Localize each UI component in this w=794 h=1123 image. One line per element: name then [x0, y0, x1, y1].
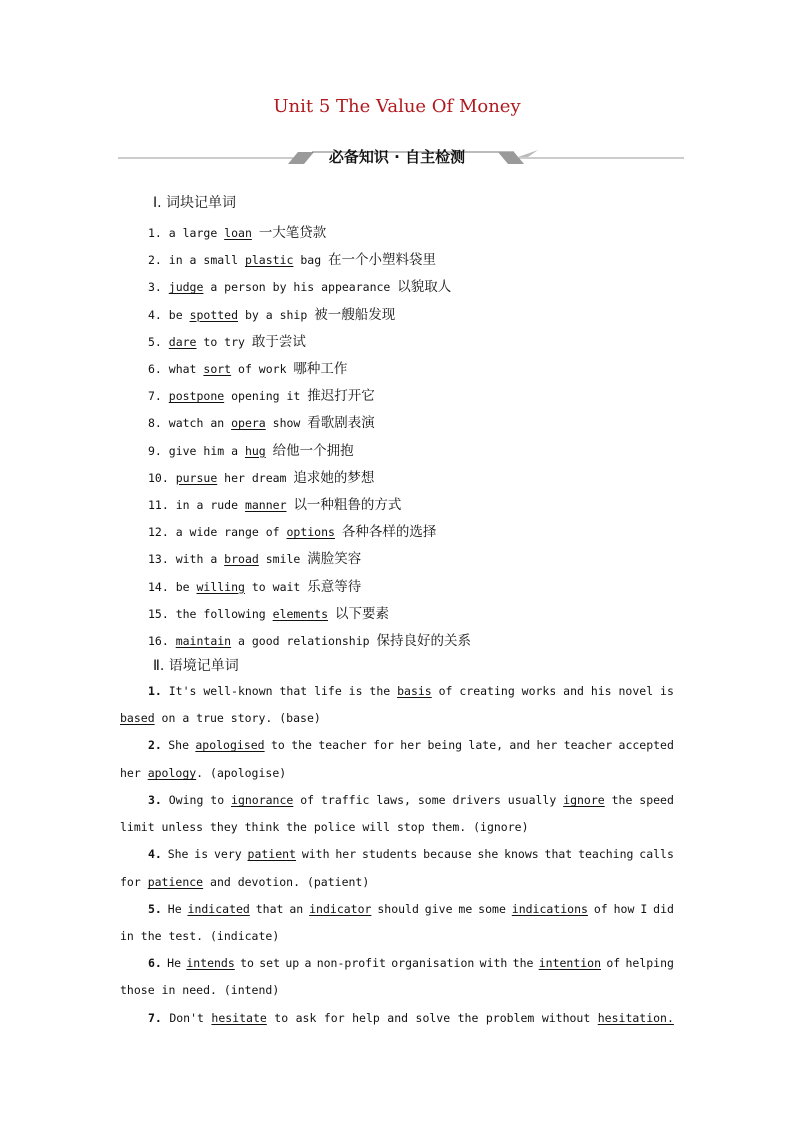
word: his	[590, 684, 612, 698]
word: her	[536, 738, 558, 752]
item-number: 1.	[148, 226, 169, 240]
item-translation: 各种各样的选择	[341, 524, 437, 541]
item-text: with a	[175, 552, 225, 567]
list-item	[148, 466, 374, 486]
word: novel	[618, 684, 654, 698]
item-text: of work	[231, 362, 294, 376]
word: that	[255, 902, 284, 916]
item-text: in a small	[168, 253, 245, 268]
section-heading: Ⅰ. 词块记单词	[153, 195, 237, 211]
answer-word: based	[120, 711, 155, 725]
word: organisation	[391, 956, 475, 970]
word: and devotion. (patient)	[203, 875, 370, 889]
item-text: give him a	[168, 443, 245, 458]
word: with	[479, 956, 508, 970]
word: help	[352, 1011, 380, 1025]
list-item	[148, 303, 395, 323]
list-item	[148, 275, 451, 295]
item-number: 11.	[148, 498, 176, 512]
word: for	[373, 738, 394, 752]
sentence-line: those in need. (intend)	[120, 983, 280, 997]
answer-word: apologised	[195, 738, 265, 752]
sentence-line	[148, 684, 674, 698]
word: teacher	[318, 738, 367, 752]
answer-word: judge	[168, 280, 204, 295]
answer-word: intention	[538, 956, 602, 970]
answer-word: willing	[196, 579, 245, 594]
word: the	[512, 956, 534, 970]
sentence-line	[148, 793, 674, 807]
word: and	[563, 684, 584, 698]
item-text	[266, 444, 273, 458]
sentence-line: in the test. (indicate)	[120, 929, 280, 943]
answer-word: hesitate	[211, 1011, 267, 1025]
item-translation: 以一种粗鲁的方式	[293, 497, 402, 513]
word: the	[291, 738, 312, 752]
item-text: be	[168, 307, 190, 322]
word: accepted	[618, 738, 674, 752]
word: the	[369, 684, 391, 698]
item-text: the following	[175, 606, 273, 621]
item-number: 5.	[148, 334, 169, 349]
item-translation: 一大笔贷款	[258, 225, 327, 241]
item-number: 4.	[148, 307, 169, 322]
sentence-line	[148, 847, 674, 861]
answer-word: manner	[244, 498, 287, 512]
word: non-profit	[316, 956, 386, 970]
list-item	[148, 439, 354, 459]
list-item	[148, 384, 375, 404]
item-text	[252, 226, 259, 240]
word: It's	[168, 684, 197, 698]
list-item	[148, 357, 347, 377]
answer-word: patient	[247, 847, 296, 861]
item-number: 15.	[148, 606, 176, 621]
word: did	[653, 902, 674, 916]
word: teaching	[578, 847, 634, 861]
word: I	[640, 902, 648, 916]
word: on a true story. (base)	[154, 711, 321, 725]
word: to	[270, 738, 285, 752]
item-translation: 敢于尝试	[251, 333, 306, 350]
word: being	[427, 738, 463, 752]
answer-word: maintain	[175, 634, 232, 648]
word: solve	[415, 1011, 451, 1025]
item-translation: 乐意等待	[307, 578, 362, 595]
answer-word: intends	[186, 956, 235, 970]
answer-word: plastic	[244, 253, 294, 268]
item-translation: 推迟打开它	[307, 388, 375, 405]
word: Owing	[168, 793, 204, 807]
item-translation: 在一个小塑料袋里	[328, 252, 437, 269]
answer-word: opera	[231, 416, 266, 431]
list-item	[148, 602, 389, 622]
answer-word: loan	[224, 226, 252, 240]
list-item	[148, 221, 326, 241]
word: teacher	[563, 738, 613, 752]
item-translation: 被一艘船发现	[314, 306, 396, 323]
word: very	[213, 847, 242, 861]
item-text: what	[168, 362, 204, 376]
word: well-known	[203, 684, 273, 698]
sentence-line: limit unless they think the police will stop them. (ignore)	[120, 820, 529, 834]
word: 1.	[148, 684, 162, 698]
sentence-line	[120, 766, 676, 780]
word: that	[279, 684, 308, 698]
answer-word: basis	[397, 684, 432, 698]
word: drivers	[452, 793, 501, 807]
word: she	[477, 847, 499, 861]
word: for	[120, 875, 148, 889]
word: 4.	[148, 847, 162, 861]
answer-word: apology	[147, 766, 197, 780]
sentence-line	[120, 875, 676, 889]
answer-word: indicator	[309, 902, 372, 916]
word: some	[478, 902, 506, 916]
answer-word: pursue	[175, 470, 218, 485]
word: for	[323, 1011, 345, 1025]
word: of	[300, 793, 315, 807]
item-text: a wide range of	[175, 525, 287, 540]
answer-word: indications	[511, 902, 588, 916]
item-number: 16.	[148, 634, 176, 648]
item-text: smile	[258, 552, 308, 567]
word: usually	[507, 793, 557, 807]
word: She	[168, 738, 189, 752]
word: helping	[625, 956, 674, 970]
item-translation: 以貌取人	[397, 279, 452, 296]
list-item	[148, 248, 436, 268]
word: and	[509, 738, 531, 752]
sentence-line	[148, 902, 674, 916]
word: the	[611, 793, 633, 807]
item-text	[335, 525, 342, 539]
word: is	[348, 684, 363, 698]
item-number: 13.	[148, 552, 176, 567]
list-item	[148, 575, 361, 595]
word: some	[417, 793, 446, 807]
item-number: 6.	[148, 362, 169, 376]
word: of	[593, 902, 608, 916]
word: speed	[639, 793, 674, 807]
word: 5.	[148, 902, 162, 916]
word: life	[314, 684, 342, 698]
answer-word: postpone	[168, 389, 225, 404]
word: laws,	[376, 793, 411, 807]
word: students	[361, 847, 418, 861]
item-text: opening it	[224, 389, 308, 404]
word: because	[423, 847, 472, 861]
list-item	[148, 520, 436, 540]
word: 7.	[148, 1011, 162, 1025]
item-text: a person by his appearance	[203, 280, 398, 295]
answer-word: broad	[224, 552, 259, 567]
item-translation: 追求她的梦想	[293, 469, 375, 486]
word: 6.	[148, 956, 162, 970]
word: He	[167, 956, 182, 970]
item-text: her dream	[217, 470, 294, 485]
word: traffic	[320, 793, 370, 807]
word: without	[541, 1011, 591, 1025]
item-text: bag	[293, 253, 329, 268]
item-text: to wait	[244, 579, 308, 594]
list-item	[148, 629, 471, 649]
item-translation: 满脸笑容	[307, 551, 362, 568]
item-number: 8.	[148, 416, 169, 431]
word: of	[606, 956, 621, 970]
word: with	[301, 847, 330, 861]
list-item	[148, 411, 375, 431]
answer-word: dare	[168, 334, 197, 349]
word: an	[289, 902, 304, 916]
answer-word: patience	[147, 875, 204, 889]
item-number: 7.	[148, 389, 169, 404]
word: 3.	[148, 793, 162, 807]
item-translation: 给他一个拥抱	[272, 442, 354, 459]
word: her	[400, 738, 422, 752]
item-translation: 哪种工作	[293, 361, 348, 377]
answer-word: ignorance	[231, 793, 294, 807]
item-translation: 以下要素	[334, 605, 389, 622]
word: and	[387, 1011, 409, 1025]
word: up	[285, 956, 300, 970]
word: of	[438, 684, 453, 698]
sentence-line	[148, 956, 674, 970]
item-number: 3.	[148, 280, 169, 295]
word: ask	[295, 1011, 317, 1025]
word: give	[424, 902, 453, 916]
section-heading: Ⅱ. 语境记单词	[153, 658, 239, 674]
word: a	[304, 956, 312, 970]
word: should	[377, 902, 419, 916]
item-text: be	[175, 579, 197, 594]
page-title: Unit 5 The Value Of Money	[273, 96, 521, 117]
section-banner: 必备知识 · 自主检测	[328, 148, 466, 166]
item-number: 2.	[148, 253, 169, 268]
word: is	[194, 847, 209, 861]
item-text: by a ship	[238, 307, 315, 322]
answer-word: hesitation.	[597, 1011, 674, 1025]
item-number: 10.	[148, 470, 176, 485]
word: . (apologise)	[196, 766, 287, 780]
sentence-line	[120, 711, 676, 725]
word: the	[457, 1011, 479, 1025]
sentence-line	[148, 1011, 674, 1025]
item-translation: 保持良好的关系	[376, 633, 471, 649]
word: knows	[504, 847, 539, 861]
word: calls	[639, 847, 674, 861]
item-text	[328, 607, 335, 621]
item-text: to try	[196, 334, 252, 349]
word: me	[458, 902, 473, 916]
word: late,	[468, 738, 504, 752]
answer-word: options	[286, 525, 335, 540]
word: how	[613, 902, 635, 916]
item-text: a large	[168, 226, 225, 240]
word: He	[167, 902, 182, 916]
item-text: show	[265, 416, 308, 431]
sentence-line	[148, 738, 674, 752]
answer-word: spotted	[189, 307, 239, 322]
word: She	[167, 847, 189, 861]
word: 2.	[148, 738, 162, 752]
item-text: in a rude	[175, 498, 245, 512]
answer-word: ignore	[563, 793, 605, 807]
word: works	[521, 684, 557, 698]
list-item	[148, 493, 401, 513]
item-number: 14.	[148, 579, 176, 594]
list-item	[148, 547, 361, 567]
word: her	[120, 766, 148, 780]
item-translation: 看歌剧表演	[307, 415, 375, 432]
word: problem	[485, 1011, 535, 1025]
word: her	[335, 847, 357, 861]
word: that	[544, 847, 573, 861]
answer-word: hug	[244, 443, 266, 458]
word: set	[259, 956, 281, 970]
answer-word: indicated	[187, 902, 250, 916]
answer-word: sort	[203, 362, 232, 376]
word: to	[210, 793, 225, 807]
word: is	[660, 684, 674, 698]
item-number: 9.	[148, 443, 169, 458]
word: to	[274, 1011, 289, 1025]
item-text: watch an	[168, 416, 232, 431]
item-number: 12.	[148, 525, 176, 540]
list-item	[148, 330, 306, 350]
word: creating	[459, 684, 515, 698]
answer-word: elements	[272, 606, 329, 621]
word: Don't	[169, 1011, 204, 1025]
word: to	[240, 956, 254, 970]
item-text: a good relationship	[231, 634, 377, 648]
